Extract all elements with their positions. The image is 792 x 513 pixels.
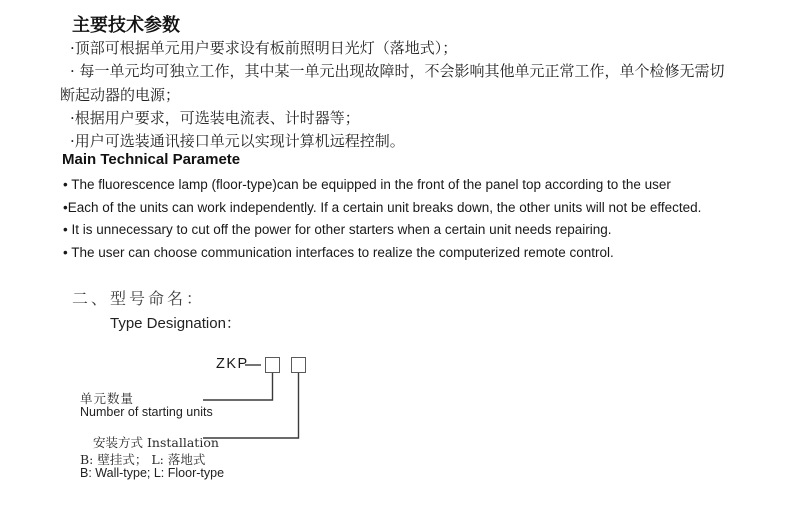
model-prefix-label: ZKP [216,356,249,372]
en-bullet-line: •Each of the units can work independently. If a certain unit breaks down, the other units will not be effected. [63,199,702,215]
en-bullet-line: • It is unnecessary to cut off the power for other starters when a certain unit needs repairing. [63,222,612,237]
model-digit-box-units [265,357,280,373]
installation-options-en: B: Wall-type; L: Floor-type [80,466,225,480]
zh-bullet-line: ·用户可选装通讯接口单元以实现计算机远程控制。 [70,132,405,151]
zh-bullet-line: ·根据用户要求，可选装电流表、计时器等； [70,108,360,127]
en-bullet-line: • The user can choose communication interfaces to realize the computerized remote control. [63,244,614,260]
zh-bullet-line: ·顶部可根据单元用户要求设有板前照明日光灯（落地式）； [70,39,458,57]
units-connector-line [203,373,273,400]
type-designation-heading-en: Type Designation： [110,315,241,332]
zh-bullet-line: · 每一单元均可独立工作，其中某一单元出现故障时，不会影响其他单元正常工作，单个检修无需切 [70,62,725,81]
installation-label: 安装方式 Installation [93,435,219,450]
units-label-zh: 单元数量 [80,391,135,406]
installation-connector-line [203,373,299,438]
en-section-title: Main Technical Paramete [62,151,241,168]
en-bullet-line: • The fluorescence lamp (floor-type)can be equipped in the front of the panel top according to the user [63,177,671,192]
zh-section-title: 主要技术参数 [72,15,180,36]
type-designation-heading-zh: 二、型号命名： [72,289,206,308]
model-digit-box-installation [291,357,306,373]
zh-continuation-line: 断起动器的电源； [60,85,181,104]
installation-options-zh: B: 壁挂式； L: 落地式 [80,452,206,467]
units-label-en: Number of starting units [80,405,213,419]
en-bullet-list [63,174,783,264]
zh-bullet-list [60,37,770,153]
